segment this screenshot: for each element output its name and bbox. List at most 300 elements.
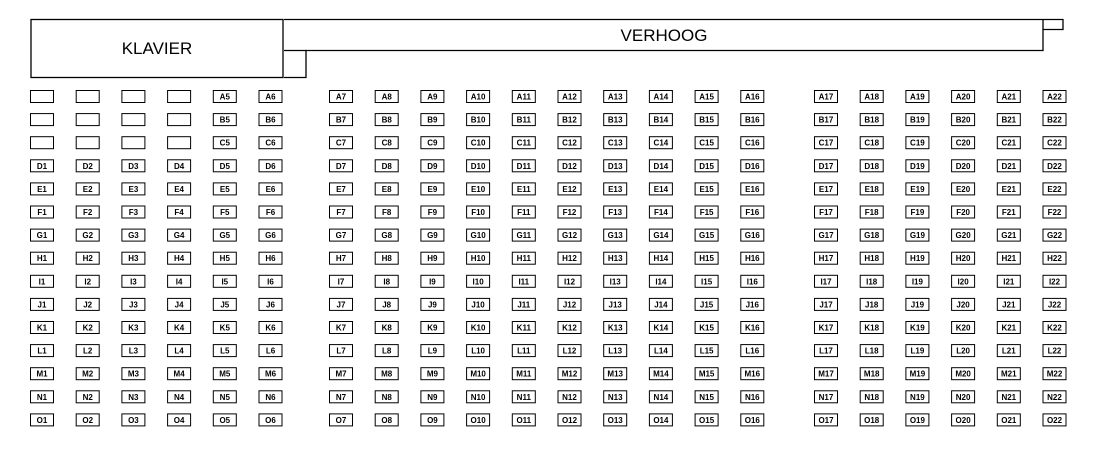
seat-O18[interactable] bbox=[860, 414, 883, 426]
seat-L4[interactable] bbox=[168, 345, 191, 357]
seat-A10[interactable] bbox=[467, 91, 490, 103]
seat-C21[interactable] bbox=[997, 137, 1020, 149]
seat-K8[interactable] bbox=[375, 322, 398, 334]
seat-J15[interactable] bbox=[695, 298, 718, 310]
seat-C22[interactable] bbox=[1043, 137, 1066, 149]
seat-C18[interactable] bbox=[860, 137, 883, 149]
seat-J20[interactable] bbox=[952, 298, 975, 310]
seat-G19[interactable] bbox=[906, 229, 929, 241]
seat-A18[interactable] bbox=[860, 91, 883, 103]
seat-O13[interactable] bbox=[604, 414, 627, 426]
seat-M8[interactable] bbox=[375, 368, 398, 380]
seat-A6[interactable] bbox=[259, 91, 282, 103]
seat-F4[interactable] bbox=[168, 206, 191, 218]
seat-J16[interactable] bbox=[741, 298, 764, 310]
seat-I6[interactable] bbox=[259, 275, 282, 287]
seat-G10[interactable] bbox=[467, 229, 490, 241]
seat-G12[interactable] bbox=[558, 229, 581, 241]
seat-I21[interactable] bbox=[997, 275, 1020, 287]
seat-E5[interactable] bbox=[213, 183, 236, 195]
seat-empty[interactable] bbox=[168, 91, 191, 103]
seat-O17[interactable] bbox=[815, 414, 838, 426]
seat-M18[interactable] bbox=[860, 368, 883, 380]
seat-B10[interactable] bbox=[467, 114, 490, 126]
seat-H19[interactable] bbox=[906, 252, 929, 264]
seat-E15[interactable] bbox=[695, 183, 718, 195]
seat-L22[interactable] bbox=[1043, 345, 1066, 357]
seat-M22[interactable] bbox=[1043, 368, 1066, 380]
seat-D3[interactable] bbox=[122, 160, 145, 172]
seat-A14[interactable] bbox=[649, 91, 672, 103]
seat-E9[interactable] bbox=[421, 183, 444, 195]
seat-G8[interactable] bbox=[375, 229, 398, 241]
seat-D13[interactable] bbox=[604, 160, 627, 172]
seat-N14[interactable] bbox=[649, 391, 672, 403]
seat-F9[interactable] bbox=[421, 206, 444, 218]
seat-K6[interactable] bbox=[259, 322, 282, 334]
seat-J21[interactable] bbox=[997, 298, 1020, 310]
seat-L20[interactable] bbox=[952, 345, 975, 357]
seat-F8[interactable] bbox=[375, 206, 398, 218]
seat-I3[interactable] bbox=[122, 275, 145, 287]
seat-K2[interactable] bbox=[76, 322, 99, 334]
seat-O14[interactable] bbox=[649, 414, 672, 426]
seat-I9[interactable] bbox=[421, 275, 444, 287]
seat-K16[interactable] bbox=[741, 322, 764, 334]
seat-J4[interactable] bbox=[168, 298, 191, 310]
seat-I11[interactable] bbox=[512, 275, 535, 287]
seat-D2[interactable] bbox=[76, 160, 99, 172]
seat-H4[interactable] bbox=[168, 252, 191, 264]
seat-H6[interactable] bbox=[259, 252, 282, 264]
seat-E4[interactable] bbox=[168, 183, 191, 195]
seat-N17[interactable] bbox=[815, 391, 838, 403]
seat-J19[interactable] bbox=[906, 298, 929, 310]
seat-L15[interactable] bbox=[695, 345, 718, 357]
seat-F13[interactable] bbox=[604, 206, 627, 218]
seat-D1[interactable] bbox=[31, 160, 54, 172]
seat-G20[interactable] bbox=[952, 229, 975, 241]
seat-F2[interactable] bbox=[76, 206, 99, 218]
seat-D17[interactable] bbox=[815, 160, 838, 172]
seat-I2[interactable] bbox=[76, 275, 99, 287]
seat-E20[interactable] bbox=[952, 183, 975, 195]
seat-I1[interactable] bbox=[31, 275, 54, 287]
seat-C10[interactable] bbox=[467, 137, 490, 149]
seat-A19[interactable] bbox=[906, 91, 929, 103]
seat-M17[interactable] bbox=[815, 368, 838, 380]
seat-G22[interactable] bbox=[1043, 229, 1066, 241]
seat-C7[interactable] bbox=[330, 137, 353, 149]
seat-G16[interactable] bbox=[741, 229, 764, 241]
seat-B22[interactable] bbox=[1043, 114, 1066, 126]
seat-M11[interactable] bbox=[512, 368, 535, 380]
seat-A21[interactable] bbox=[997, 91, 1020, 103]
seat-L17[interactable] bbox=[815, 345, 838, 357]
seat-K11[interactable] bbox=[512, 322, 535, 334]
seat-D4[interactable] bbox=[168, 160, 191, 172]
seat-I12[interactable] bbox=[558, 275, 581, 287]
seat-F14[interactable] bbox=[649, 206, 672, 218]
seat-G17[interactable] bbox=[815, 229, 838, 241]
seat-K19[interactable] bbox=[906, 322, 929, 334]
seat-B15[interactable] bbox=[695, 114, 718, 126]
seat-N7[interactable] bbox=[330, 391, 353, 403]
seat-E17[interactable] bbox=[815, 183, 838, 195]
seat-E22[interactable] bbox=[1043, 183, 1066, 195]
seat-O19[interactable] bbox=[906, 414, 929, 426]
seat-N6[interactable] bbox=[259, 391, 282, 403]
seat-O11[interactable] bbox=[512, 414, 535, 426]
seat-F1[interactable] bbox=[31, 206, 54, 218]
seat-H2[interactable] bbox=[76, 252, 99, 264]
seat-N20[interactable] bbox=[952, 391, 975, 403]
seat-F20[interactable] bbox=[952, 206, 975, 218]
seat-G6[interactable] bbox=[259, 229, 282, 241]
seat-A8[interactable] bbox=[375, 91, 398, 103]
seat-I10[interactable] bbox=[467, 275, 490, 287]
seat-B18[interactable] bbox=[860, 114, 883, 126]
seat-J12[interactable] bbox=[558, 298, 581, 310]
seat-L13[interactable] bbox=[604, 345, 627, 357]
seat-O7[interactable] bbox=[330, 414, 353, 426]
seat-O12[interactable] bbox=[558, 414, 581, 426]
seat-H17[interactable] bbox=[815, 252, 838, 264]
seat-K14[interactable] bbox=[649, 322, 672, 334]
seat-D9[interactable] bbox=[421, 160, 444, 172]
seat-E2[interactable] bbox=[76, 183, 99, 195]
seat-L11[interactable] bbox=[512, 345, 535, 357]
seat-O10[interactable] bbox=[467, 414, 490, 426]
seat-G18[interactable] bbox=[860, 229, 883, 241]
seat-N19[interactable] bbox=[906, 391, 929, 403]
seat-B19[interactable] bbox=[906, 114, 929, 126]
seat-O2[interactable] bbox=[76, 414, 99, 426]
seat-B21[interactable] bbox=[997, 114, 1020, 126]
seat-K18[interactable] bbox=[860, 322, 883, 334]
seat-F19[interactable] bbox=[906, 206, 929, 218]
seat-F21[interactable] bbox=[997, 206, 1020, 218]
seat-L7[interactable] bbox=[330, 345, 353, 357]
seat-I20[interactable] bbox=[952, 275, 975, 287]
seat-D21[interactable] bbox=[997, 160, 1020, 172]
seat-N10[interactable] bbox=[467, 391, 490, 403]
seat-M1[interactable] bbox=[31, 368, 54, 380]
seat-G1[interactable] bbox=[31, 229, 54, 241]
seat-I22[interactable] bbox=[1043, 275, 1066, 287]
seat-D19[interactable] bbox=[906, 160, 929, 172]
seat-G3[interactable] bbox=[122, 229, 145, 241]
seat-A16[interactable] bbox=[741, 91, 764, 103]
seat-C5[interactable] bbox=[213, 137, 236, 149]
seat-D5[interactable] bbox=[213, 160, 236, 172]
seat-C6[interactable] bbox=[259, 137, 282, 149]
seat-E19[interactable] bbox=[906, 183, 929, 195]
seat-K21[interactable] bbox=[997, 322, 1020, 334]
seat-C11[interactable] bbox=[512, 137, 535, 149]
seat-M3[interactable] bbox=[122, 368, 145, 380]
seat-G9[interactable] bbox=[421, 229, 444, 241]
seat-L18[interactable] bbox=[860, 345, 883, 357]
seat-L12[interactable] bbox=[558, 345, 581, 357]
seat-D6[interactable] bbox=[259, 160, 282, 172]
seat-C8[interactable] bbox=[375, 137, 398, 149]
seat-J7[interactable] bbox=[330, 298, 353, 310]
seat-I5[interactable] bbox=[213, 275, 236, 287]
seat-D7[interactable] bbox=[330, 160, 353, 172]
seat-D10[interactable] bbox=[467, 160, 490, 172]
seat-E18[interactable] bbox=[860, 183, 883, 195]
seat-N4[interactable] bbox=[168, 391, 191, 403]
seat-N9[interactable] bbox=[421, 391, 444, 403]
seat-K12[interactable] bbox=[558, 322, 581, 334]
seat-A7[interactable] bbox=[330, 91, 353, 103]
seat-F6[interactable] bbox=[259, 206, 282, 218]
seat-L2[interactable] bbox=[76, 345, 99, 357]
seat-K1[interactable] bbox=[31, 322, 54, 334]
seat-O8[interactable] bbox=[375, 414, 398, 426]
seat-A13[interactable] bbox=[604, 91, 627, 103]
seat-L3[interactable] bbox=[122, 345, 145, 357]
seat-G5[interactable] bbox=[213, 229, 236, 241]
seat-O20[interactable] bbox=[952, 414, 975, 426]
seat-J22[interactable] bbox=[1043, 298, 1066, 310]
seat-E13[interactable] bbox=[604, 183, 627, 195]
seat-L1[interactable] bbox=[31, 345, 54, 357]
seat-J6[interactable] bbox=[259, 298, 282, 310]
seat-D22[interactable] bbox=[1043, 160, 1066, 172]
seat-C9[interactable] bbox=[421, 137, 444, 149]
seat-H18[interactable] bbox=[860, 252, 883, 264]
seat-H20[interactable] bbox=[952, 252, 975, 264]
seat-C12[interactable] bbox=[558, 137, 581, 149]
seat-M6[interactable] bbox=[259, 368, 282, 380]
seat-empty[interactable] bbox=[76, 91, 99, 103]
seat-C16[interactable] bbox=[741, 137, 764, 149]
seat-N8[interactable] bbox=[375, 391, 398, 403]
seat-C15[interactable] bbox=[695, 137, 718, 149]
seat-J17[interactable] bbox=[815, 298, 838, 310]
seat-J8[interactable] bbox=[375, 298, 398, 310]
seat-H9[interactable] bbox=[421, 252, 444, 264]
seat-A17[interactable] bbox=[815, 91, 838, 103]
seat-G4[interactable] bbox=[168, 229, 191, 241]
seat-L21[interactable] bbox=[997, 345, 1020, 357]
seat-L10[interactable] bbox=[467, 345, 490, 357]
seat-B8[interactable] bbox=[375, 114, 398, 126]
seat-N21[interactable] bbox=[997, 391, 1020, 403]
seat-M16[interactable] bbox=[741, 368, 764, 380]
seat-N12[interactable] bbox=[558, 391, 581, 403]
seat-K20[interactable] bbox=[952, 322, 975, 334]
seat-B14[interactable] bbox=[649, 114, 672, 126]
seat-K5[interactable] bbox=[213, 322, 236, 334]
seat-empty[interactable] bbox=[168, 114, 191, 126]
seat-F3[interactable] bbox=[122, 206, 145, 218]
seat-F15[interactable] bbox=[695, 206, 718, 218]
seat-L19[interactable] bbox=[906, 345, 929, 357]
seat-H5[interactable] bbox=[213, 252, 236, 264]
seat-G13[interactable] bbox=[604, 229, 627, 241]
seat-A20[interactable] bbox=[952, 91, 975, 103]
seat-E3[interactable] bbox=[122, 183, 145, 195]
seat-N2[interactable] bbox=[76, 391, 99, 403]
seat-O15[interactable] bbox=[695, 414, 718, 426]
seat-empty[interactable] bbox=[76, 137, 99, 149]
seat-E16[interactable] bbox=[741, 183, 764, 195]
seat-D14[interactable] bbox=[649, 160, 672, 172]
seat-H21[interactable] bbox=[997, 252, 1020, 264]
seat-L5[interactable] bbox=[213, 345, 236, 357]
seat-N3[interactable] bbox=[122, 391, 145, 403]
seat-K3[interactable] bbox=[122, 322, 145, 334]
seat-D11[interactable] bbox=[512, 160, 535, 172]
seat-G21[interactable] bbox=[997, 229, 1020, 241]
seat-A9[interactable] bbox=[421, 91, 444, 103]
seat-H3[interactable] bbox=[122, 252, 145, 264]
seat-M12[interactable] bbox=[558, 368, 581, 380]
seat-I16[interactable] bbox=[741, 275, 764, 287]
seat-O21[interactable] bbox=[997, 414, 1020, 426]
seat-A5[interactable] bbox=[213, 91, 236, 103]
seat-E7[interactable] bbox=[330, 183, 353, 195]
seat-A12[interactable] bbox=[558, 91, 581, 103]
seat-E12[interactable] bbox=[558, 183, 581, 195]
seat-M20[interactable] bbox=[952, 368, 975, 380]
seat-H11[interactable] bbox=[512, 252, 535, 264]
seat-I14[interactable] bbox=[649, 275, 672, 287]
seat-N11[interactable] bbox=[512, 391, 535, 403]
seat-K15[interactable] bbox=[695, 322, 718, 334]
seat-E11[interactable] bbox=[512, 183, 535, 195]
seat-E21[interactable] bbox=[997, 183, 1020, 195]
seat-empty[interactable] bbox=[76, 114, 99, 126]
seat-F18[interactable] bbox=[860, 206, 883, 218]
seat-N5[interactable] bbox=[213, 391, 236, 403]
seat-H1[interactable] bbox=[31, 252, 54, 264]
seat-M10[interactable] bbox=[467, 368, 490, 380]
seat-M7[interactable] bbox=[330, 368, 353, 380]
seat-E8[interactable] bbox=[375, 183, 398, 195]
seat-O16[interactable] bbox=[741, 414, 764, 426]
seat-A15[interactable] bbox=[695, 91, 718, 103]
seat-C19[interactable] bbox=[906, 137, 929, 149]
seat-H7[interactable] bbox=[330, 252, 353, 264]
seat-N18[interactable] bbox=[860, 391, 883, 403]
seat-K13[interactable] bbox=[604, 322, 627, 334]
seat-H8[interactable] bbox=[375, 252, 398, 264]
seat-G7[interactable] bbox=[330, 229, 353, 241]
seat-J13[interactable] bbox=[604, 298, 627, 310]
seat-J2[interactable] bbox=[76, 298, 99, 310]
seat-B12[interactable] bbox=[558, 114, 581, 126]
seat-I13[interactable] bbox=[604, 275, 627, 287]
seat-F10[interactable] bbox=[467, 206, 490, 218]
seat-N15[interactable] bbox=[695, 391, 718, 403]
seat-K4[interactable] bbox=[168, 322, 191, 334]
seat-M19[interactable] bbox=[906, 368, 929, 380]
seat-O5[interactable] bbox=[213, 414, 236, 426]
seat-I19[interactable] bbox=[906, 275, 929, 287]
seat-H13[interactable] bbox=[604, 252, 627, 264]
seat-H14[interactable] bbox=[649, 252, 672, 264]
seat-F16[interactable] bbox=[741, 206, 764, 218]
seat-L8[interactable] bbox=[375, 345, 398, 357]
seat-M9[interactable] bbox=[421, 368, 444, 380]
seat-K22[interactable] bbox=[1043, 322, 1066, 334]
seat-D8[interactable] bbox=[375, 160, 398, 172]
seat-L6[interactable] bbox=[259, 345, 282, 357]
seat-O6[interactable] bbox=[259, 414, 282, 426]
seat-B16[interactable] bbox=[741, 114, 764, 126]
seat-O3[interactable] bbox=[122, 414, 145, 426]
seat-E6[interactable] bbox=[259, 183, 282, 195]
seat-N1[interactable] bbox=[31, 391, 54, 403]
seat-L16[interactable] bbox=[741, 345, 764, 357]
seat-A22[interactable] bbox=[1043, 91, 1066, 103]
seat-G15[interactable] bbox=[695, 229, 718, 241]
seat-I7[interactable] bbox=[330, 275, 353, 287]
seat-M15[interactable] bbox=[695, 368, 718, 380]
seat-B13[interactable] bbox=[604, 114, 627, 126]
seat-C14[interactable] bbox=[649, 137, 672, 149]
seat-empty[interactable] bbox=[122, 137, 145, 149]
seat-O1[interactable] bbox=[31, 414, 54, 426]
seat-H15[interactable] bbox=[695, 252, 718, 264]
seat-I15[interactable] bbox=[695, 275, 718, 287]
seat-D16[interactable] bbox=[741, 160, 764, 172]
seat-empty[interactable] bbox=[168, 137, 191, 149]
seat-O4[interactable] bbox=[168, 414, 191, 426]
seat-F5[interactable] bbox=[213, 206, 236, 218]
seat-B20[interactable] bbox=[952, 114, 975, 126]
seat-C13[interactable] bbox=[604, 137, 627, 149]
seat-L9[interactable] bbox=[421, 345, 444, 357]
seat-J11[interactable] bbox=[512, 298, 535, 310]
seat-B7[interactable] bbox=[330, 114, 353, 126]
seat-empty[interactable] bbox=[31, 137, 54, 149]
seat-J1[interactable] bbox=[31, 298, 54, 310]
seat-F7[interactable] bbox=[330, 206, 353, 218]
seat-H10[interactable] bbox=[467, 252, 490, 264]
seat-N22[interactable] bbox=[1043, 391, 1066, 403]
seat-A11[interactable] bbox=[512, 91, 535, 103]
seat-K7[interactable] bbox=[330, 322, 353, 334]
seat-F11[interactable] bbox=[512, 206, 535, 218]
seat-K17[interactable] bbox=[815, 322, 838, 334]
seat-N13[interactable] bbox=[604, 391, 627, 403]
seat-J10[interactable] bbox=[467, 298, 490, 310]
seat-I8[interactable] bbox=[375, 275, 398, 287]
seat-empty[interactable] bbox=[122, 91, 145, 103]
seat-D15[interactable] bbox=[695, 160, 718, 172]
seat-D18[interactable] bbox=[860, 160, 883, 172]
seat-G11[interactable] bbox=[512, 229, 535, 241]
seat-M5[interactable] bbox=[213, 368, 236, 380]
seat-J14[interactable] bbox=[649, 298, 672, 310]
seat-L14[interactable] bbox=[649, 345, 672, 357]
seat-B6[interactable] bbox=[259, 114, 282, 126]
seat-G14[interactable] bbox=[649, 229, 672, 241]
seat-H22[interactable] bbox=[1043, 252, 1066, 264]
seat-I18[interactable] bbox=[860, 275, 883, 287]
seat-H12[interactable] bbox=[558, 252, 581, 264]
seat-F17[interactable] bbox=[815, 206, 838, 218]
seat-empty[interactable] bbox=[31, 114, 54, 126]
seat-F22[interactable] bbox=[1043, 206, 1066, 218]
seat-N16[interactable] bbox=[741, 391, 764, 403]
seat-J18[interactable] bbox=[860, 298, 883, 310]
